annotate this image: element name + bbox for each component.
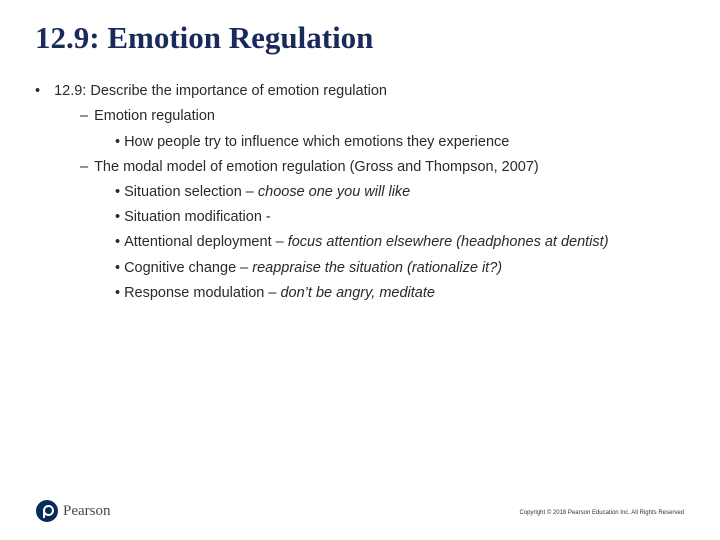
- bullet-text: Cognitive change –: [124, 260, 253, 276]
- bullet-text: How people try to influence which emotions they experience: [124, 134, 510, 150]
- bullet-emphasis: reappraise the situation (rationalize it?): [252, 260, 503, 276]
- dash-marker: –: [80, 159, 89, 175]
- bullet-level3: [115, 134, 509, 150]
- bullet-marker: •: [115, 184, 121, 200]
- dash-marker: –: [80, 108, 89, 124]
- bullet-text: Emotion regulation: [94, 108, 215, 124]
- bullet-level3: [115, 285, 435, 301]
- bullet-level1: [35, 83, 387, 99]
- bullet-marker: •: [35, 83, 41, 99]
- bullet-text: Situation selection –: [124, 184, 258, 200]
- bullet-text: 12.9: Describe the importance of emotion regulation: [54, 83, 387, 99]
- bullet-text: Response modulation –: [124, 285, 281, 301]
- pearson-logo: [36, 500, 111, 522]
- bullet-emphasis: don’t be angry, meditate: [280, 285, 435, 301]
- bullet-level3: [115, 234, 609, 250]
- bullet-marker: •: [115, 209, 121, 225]
- bullet-emphasis: focus attention elsewhere (headphones at dentist): [287, 234, 609, 250]
- bullet-emphasis: choose one you will like: [257, 184, 411, 200]
- bullet-level3: [115, 184, 410, 200]
- bullet-level2: [80, 159, 539, 175]
- bullet-text: Situation modification -: [124, 209, 271, 225]
- logo-text: Pearson: [63, 502, 111, 519]
- bullet-text: Attentional deployment –: [124, 234, 288, 250]
- bullet-marker: •: [115, 134, 121, 150]
- bullet-marker: •: [115, 285, 121, 301]
- bullet-marker: •: [115, 234, 121, 250]
- slide-title: 12.9: Emotion Regulation: [35, 20, 374, 55]
- bullet-level3: [115, 260, 502, 276]
- bullet-level2: [80, 108, 215, 124]
- copyright-notice: Copyright © 2018 Pearson Education Inc. All Rights Reserved: [519, 510, 684, 516]
- pearson-logo-icon: [36, 500, 58, 522]
- bullet-level3: [115, 209, 271, 225]
- bullet-text: The modal model of emotion regulation (Gross and Thompson, 2007): [94, 159, 539, 175]
- bullet-marker: •: [115, 260, 121, 276]
